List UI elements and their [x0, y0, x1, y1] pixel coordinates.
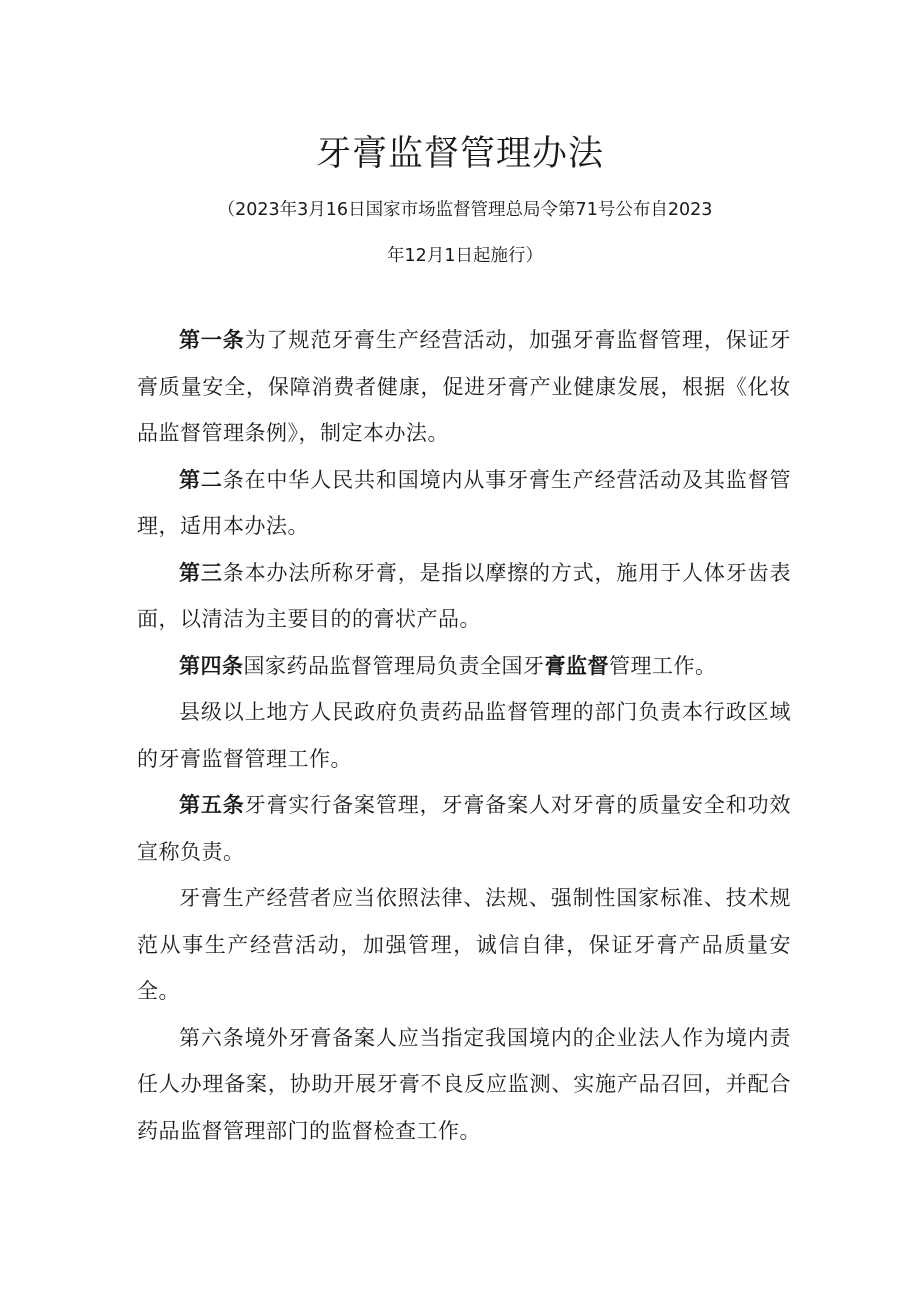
document-subtitle-line-2: 年12月1日起施行）: [387, 246, 543, 266]
article-5-paragraph: [137, 782, 791, 875]
document-title: 牙膏监督管理办法: [315, 134, 604, 174]
article-4-paragraph-2: [137, 689, 791, 782]
article-4-text-before: 国家药品监督管理局负责全国牙: [243, 653, 545, 678]
document-subtitle-line-1: （2023年3月16日国家市场监督管理总局令第71号公布自2023: [217, 200, 713, 220]
article-4-paragraph: [137, 643, 791, 690]
article-1-label: 第一条: [179, 328, 245, 352]
article-1-text: 为了规范牙膏生产经营活动，加强牙膏监督管理，保证牙膏质量安全，保障消费者健康，促进牙膏产业健康发展，根据《化妆品监督管理条例》，制定本办法。: [137, 328, 792, 445]
article-2-text: 条在中华人民共和国境内从事牙膏生产经营活动及其监督管理，适用本办法。: [137, 467, 792, 538]
article-4-paragraph-2-text: 县级以上地方人民政府负责药品监督管理的部门负责本行政区域的牙膏监督管理工作。: [137, 700, 791, 771]
article-5-text: 牙膏实行备案管理，牙膏备案人对牙膏的质量安全和功效宣称负责。: [137, 793, 792, 864]
article-5-paragraph-2: [137, 875, 791, 1015]
article-6-text: 第六条境外牙膏备案人应当指定我国境内的企业法人作为境内责任人办理备案，协助开展牙膏不良反应监测、实施产品召回，并配合药品监督管理部门的监督检查工作。: [137, 1025, 791, 1143]
article-5-label: 第五条: [179, 793, 245, 817]
article-3-text: 条本办法所称牙膏，是指以摩擦的方式，施用于人体牙齿表面，以清洁为主要目的的膏状产品。: [137, 560, 792, 631]
article-3-label: 第三: [179, 560, 223, 585]
article-4-emphasis: 膏监督: [544, 653, 609, 678]
article-5-paragraph-2-text: 牙膏生产经营者应当依照法律、法规、强制性国家标准、技术规范从事生产经营活动，加强管理，诚信自律，保证牙膏产品质量安全。: [137, 886, 791, 1003]
article-6-paragraph: [137, 1015, 791, 1155]
article-2-label: 第二: [179, 467, 223, 492]
article-4-text-after: 管理工作。: [609, 653, 717, 678]
article-3-paragraph: [137, 550, 791, 643]
article-1-paragraph: [137, 317, 791, 457]
document-body: [137, 317, 791, 1154]
article-2-paragraph: [137, 457, 791, 550]
article-4-label: 第四条: [179, 653, 244, 678]
